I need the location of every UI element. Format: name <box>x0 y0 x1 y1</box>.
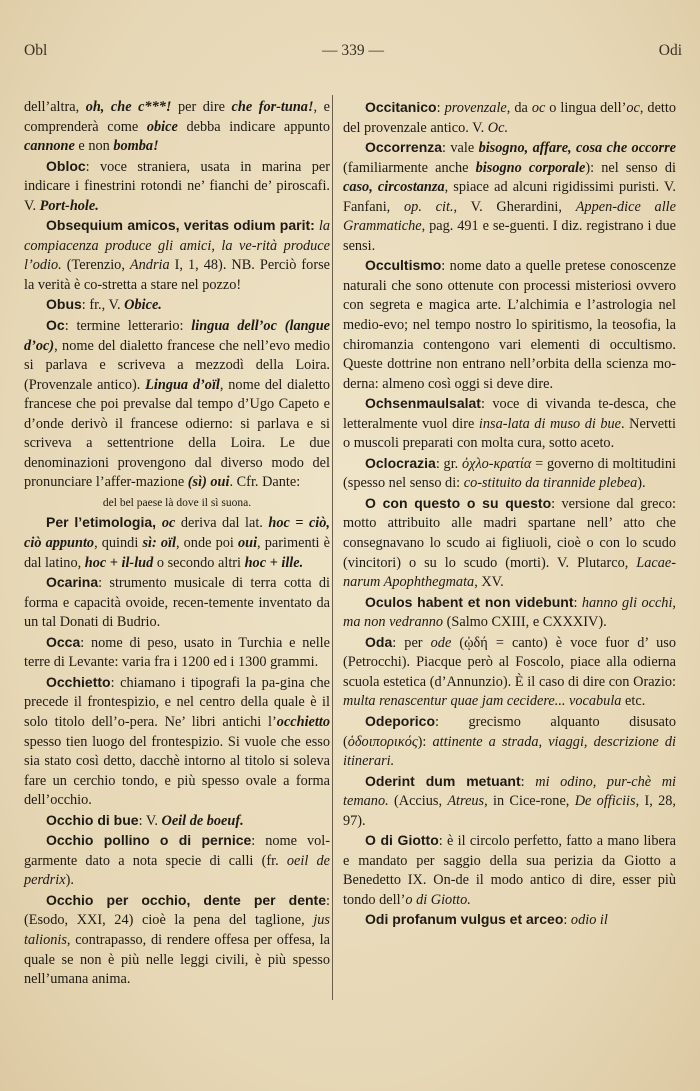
headword: Ochsenmaulsalat <box>365 395 481 412</box>
dictionary-entry <box>343 494 676 593</box>
entry-text: = governo di moltitudini (spesso nel senso di: <box>343 455 676 492</box>
entry-text: oc <box>626 100 640 116</box>
entry-text: : <box>520 773 536 790</box>
dictionary-entry <box>24 295 330 316</box>
entry-text: Oc. <box>487 119 509 136</box>
entry-text: ὀχλο-κρατία <box>462 455 532 472</box>
entry-text: etc. <box>621 693 646 710</box>
entry-text: (sì) oui <box>187 474 230 491</box>
entry-text: , e comprenderà come <box>24 99 330 135</box>
entry-text: op. cit. <box>404 198 454 215</box>
entry-text: Lingua d’oïl <box>145 376 220 393</box>
headword: Per l’etimologia, <box>46 514 162 531</box>
entry-text: : <box>436 100 445 116</box>
headword: Oc <box>46 317 65 334</box>
entry-text: caso, circostanza <box>343 179 445 196</box>
entry-text: Oeil de boeuf. <box>161 812 244 829</box>
right-column <box>343 98 676 931</box>
entry-text: (Accius, <box>388 793 448 810</box>
entry-text: Appen-dice alle Grammatiche <box>343 198 676 235</box>
left-column <box>24 98 330 990</box>
entry-text: : chiamano i tipografi la pa-gina che precede il frontespizio, e nel centro della quale è il solo titolo dell’o-pera. Ne’ libri antichi l’ <box>24 674 330 730</box>
dictionary-entry <box>24 673 330 811</box>
entry-text: la compiacenza produce gli amici, la ve-rità produce l’odio. <box>24 218 331 274</box>
entry-text: ). <box>637 475 646 492</box>
dictionary-entry <box>343 593 676 633</box>
entry-text: bisogno, affare, cosa che occorre <box>478 140 677 157</box>
entry-text: jus talionis <box>24 912 330 948</box>
entry-text: I, 1, 48). NB. Perciò forse la verità è co-stretta a stare nel pozzo! <box>24 257 330 293</box>
headword: Oculos habent et non videbunt <box>365 593 574 610</box>
entry-text: : gr. <box>435 455 463 472</box>
dictionary-entry <box>343 772 676 832</box>
dante-quotation: del bel paese là dove il sì suona. <box>102 496 252 509</box>
headword: Obsequium amicos, veritas odium parit: <box>46 217 315 234</box>
headword: Occorrenza <box>365 139 443 156</box>
entry-text: o di Giotto. <box>405 891 471 908</box>
entry-text: debba indicare appunto <box>177 118 330 135</box>
entry-text: Atreus <box>447 793 485 810</box>
entry-text: oh, che c***! <box>85 99 172 115</box>
entry-text: ὁδοιπορικός <box>347 733 418 750</box>
headword: Ocarina <box>46 574 99 591</box>
entry-text: , detto del provenzale antico. V. <box>343 100 677 136</box>
headword: Occhio per occhio, dente per dente <box>46 891 327 908</box>
dictionary-entry <box>343 256 676 394</box>
entry-text: : strumento musicale di terra cotta di forma e capacità ovoide, recen-temente inventato da un tal Donati di Budrio. <box>24 575 330 631</box>
entry-text: oeil de perdrix <box>24 852 331 889</box>
running-header <box>24 42 682 68</box>
headword: Occa <box>46 633 81 650</box>
entry-text: o lingua dell’ <box>545 100 627 116</box>
entry-text: ode <box>430 634 452 651</box>
headword: Oda <box>365 633 393 650</box>
entry-text: , spiace ad alcuni rigidissimi puristi. V. Fanfani, <box>343 179 676 215</box>
entry-text: : voce straniera, usata in marina per indicare i finestrini rotondi ne’ fianchi de’ piroscafi. V. <box>24 158 330 214</box>
entry-text: spesso tien luogo del frontespizio. Si vuole che esso sia stato così detto, dacchè intorno al titolo si soleva fare un cerchio tondo, e più spesso ovale a forma dell’occhio. <box>24 733 330 809</box>
entry-text: : V. <box>138 812 162 829</box>
dictionary-entry <box>343 633 676 712</box>
entry-text: hanno gli occhi, ma non vedranno <box>343 594 676 631</box>
dictionary-entry <box>24 633 330 673</box>
dictionary-entry <box>343 454 676 494</box>
entry-text: per dire <box>171 99 232 115</box>
dictionary-entry <box>24 513 330 573</box>
entry-text: , V. Gherardini, <box>453 198 576 215</box>
headword: Oderint dum metuant <box>365 772 521 789</box>
entry-text: co-stituito da tirannide plebea <box>463 475 638 492</box>
entry-text: hoc = ciò, ciò appunto <box>24 515 330 552</box>
entry-text: : nome dato a quelle pretese conoscenze naturali che sono ottenute con processi misteriosi ovvero con segreta e magica arte. L’alchimia e l’astrologia nel medio-evo; nel tempo nostro lo spiritismo, la teosofia, la chiromanzia contengono vari elementi di occultismo. Queste dottrine non entrano nell’orbita della scienza mo-derna: almeno così oggi si deve dire. <box>343 258 676 392</box>
entry-text: : voce di vivanda te-desca, che letteralmente vuol dire <box>343 396 676 432</box>
entry-text: , contrapasso, di rendere offesa per offesa, la quale se non è più nelle leggi civili, è più spesso nell’umana anima. <box>24 931 330 988</box>
entry-text: , pag. 491 e se-guenti. I diz. registrano i due sensi. <box>343 218 676 254</box>
dictionary-entry <box>24 831 330 891</box>
entry-text: (familiarmente anche <box>343 159 476 176</box>
dictionary-entry <box>343 910 676 931</box>
dictionary-entry <box>343 394 676 454</box>
dictionary-entry <box>343 98 676 138</box>
headword: Odi profanum vulgus et arceo <box>365 911 564 928</box>
entry-text: : vale <box>442 140 479 157</box>
headword: O di Giotto <box>365 832 439 849</box>
entry-text: attinente a strada, viaggi, descrizione di itinerari. <box>343 733 677 770</box>
entry-text: hoc + ille. <box>244 554 304 571</box>
entry-text: occhietto <box>276 713 330 730</box>
headword: Odeporico <box>365 712 436 729</box>
entry-text: (Salmo CXIII, e CXXXIV). <box>443 614 607 631</box>
entry-text: multa renascentur quae jam cecidere... vocabula <box>343 693 622 710</box>
entry-text: che for-tuna! <box>231 99 314 115</box>
entry-text: bomba! <box>113 138 159 155</box>
dictionary-entry <box>24 891 330 990</box>
entry-text: obice <box>146 118 178 135</box>
entry-text: odio il <box>570 912 608 929</box>
entry-text: : versione dal greco: motto attribuito alle madri spartane nell’ atto che consegnavano lo scudo ai figliuoli, cioè o con lo scudo (vincitori) o su lo scudo (morti). V. Plutarco, <box>343 495 676 571</box>
header-left-word: Obl <box>24 42 48 59</box>
entry-text: deriva dal lat. <box>175 515 269 532</box>
headword: Occitanico <box>365 99 437 115</box>
entry-text: : nome di peso, usato in Turchia e nelle terre di Levante: varia fra i 1200 ed i 1300 grammi. <box>24 634 330 671</box>
dictionary-entry <box>24 216 330 295</box>
entry-text: provenzale <box>444 100 507 116</box>
entry-text: bisogno corporale <box>475 159 586 176</box>
dictionary-entry <box>24 316 330 493</box>
entry-text: , XV. <box>474 574 504 591</box>
headword: Occhietto <box>46 673 111 690</box>
headword: O con questo o su questo <box>365 494 552 511</box>
page-number: — 339 — <box>322 42 384 59</box>
dictionary-entry <box>343 138 676 256</box>
entry-text: , I, 28, 97). <box>343 793 676 829</box>
entry-text: : grecismo alquanto disusato ( <box>343 713 676 750</box>
entry-text: cannone <box>24 138 75 155</box>
entry-text: : è il circolo perfetto, fatto a mano libera e mandato per saggio della sua perizia da Giotto a Benedetto IX. On-de il modo antico di dire, esser più tondo dell’ <box>343 833 676 908</box>
entry-text: : per <box>392 634 431 651</box>
dictionary-entry <box>343 831 676 910</box>
entry-text: oc <box>531 100 546 116</box>
entry-text: De officiis <box>574 793 636 810</box>
entry-text: (ᾠδή = canto) è voce fuor d’ uso (Petrocchi). Piacque però al Foscolo, piace alla odierna scuola estetica (d’Annunzio). È il caso di dire con Orazio: <box>343 634 676 690</box>
column-divider <box>332 95 333 1000</box>
dictionary-entry <box>24 157 330 217</box>
entry-text: oc <box>161 515 176 532</box>
entry-text: e non <box>74 138 114 155</box>
entry-text: : nome vol-garmente dato a nota specie di calli (fr. <box>24 833 330 869</box>
entry-text: , nome del dialetto francese che nell’evo medio si parlava e scriveva a mezzodì della Loira. (Provenzale antico). <box>24 337 330 393</box>
headword: Obus <box>46 296 82 313</box>
headword: Occultismo <box>365 257 442 274</box>
entry-text: , da <box>506 100 532 116</box>
dictionary-entry <box>24 98 330 157</box>
headword: Obloc <box>46 157 86 174</box>
entry-text: hoc + il-lud <box>84 554 154 571</box>
entry-text: , onde poi <box>175 535 238 552</box>
entry-text: dell’altra, <box>24 99 86 115</box>
entry-text: ): nel senso di <box>585 159 676 176</box>
headword: Occhio di bue <box>46 811 139 828</box>
dictionary-entry <box>343 712 676 772</box>
entry-text: , in Cice-rone, <box>484 793 575 810</box>
entry-text: , parimenti è dal latino, <box>24 535 331 571</box>
dictionary-entry <box>24 573 330 633</box>
headword: Occhio pollino o di pernice <box>46 832 252 849</box>
entry-text: ). <box>65 872 74 889</box>
entry-text: mi odino, pur-chè mi temano. <box>343 773 677 810</box>
entry-text: . Nervetti o muscoli preparati con molta cura, sotto aceto. <box>343 415 676 452</box>
header-right-word: Odi <box>658 42 682 59</box>
dictionary-entry <box>24 811 330 832</box>
entry-text: : (Esodo, XXI, 24) cioè la pena del taglione, <box>24 892 330 929</box>
entry-text: . Cfr. Dante: <box>229 474 301 491</box>
entry-text: ): <box>417 733 433 750</box>
entry-text: insa-lata di muso di bue <box>478 415 622 432</box>
entry-text: Obice. <box>124 297 162 314</box>
entry-text: Andria <box>129 257 170 274</box>
entry-text: , nome del dialetto francese che poi prevalse dal tempo d’Ugo Capeto e d’onde derivò il francese odierno: si parlava e si scriveva a settentrione della Loira. Le due denominazioni provengono dal diverso modo del pronunciare l’affer-mazione <box>24 376 330 491</box>
entry-text: o secondo altri <box>153 554 245 571</box>
entry-text: (Terenzio, <box>61 257 130 274</box>
headword: Oclocrazia <box>365 454 436 471</box>
entry-text: sì: oïl <box>142 535 176 552</box>
entry-text: Lacae-narum Apophthegmata <box>343 554 676 591</box>
entry-text: Port-hole. <box>39 197 99 214</box>
entry-text: : fr., V. <box>81 297 125 314</box>
entry-text: lingua dell’oc (langue d’oc) <box>24 318 331 354</box>
entry-text: oui <box>237 535 258 552</box>
entry-text: : <box>563 912 571 929</box>
entry-text: : <box>573 594 582 611</box>
entry-text: , quindi <box>94 535 143 552</box>
entry-text: : termine letterario: <box>64 318 192 335</box>
